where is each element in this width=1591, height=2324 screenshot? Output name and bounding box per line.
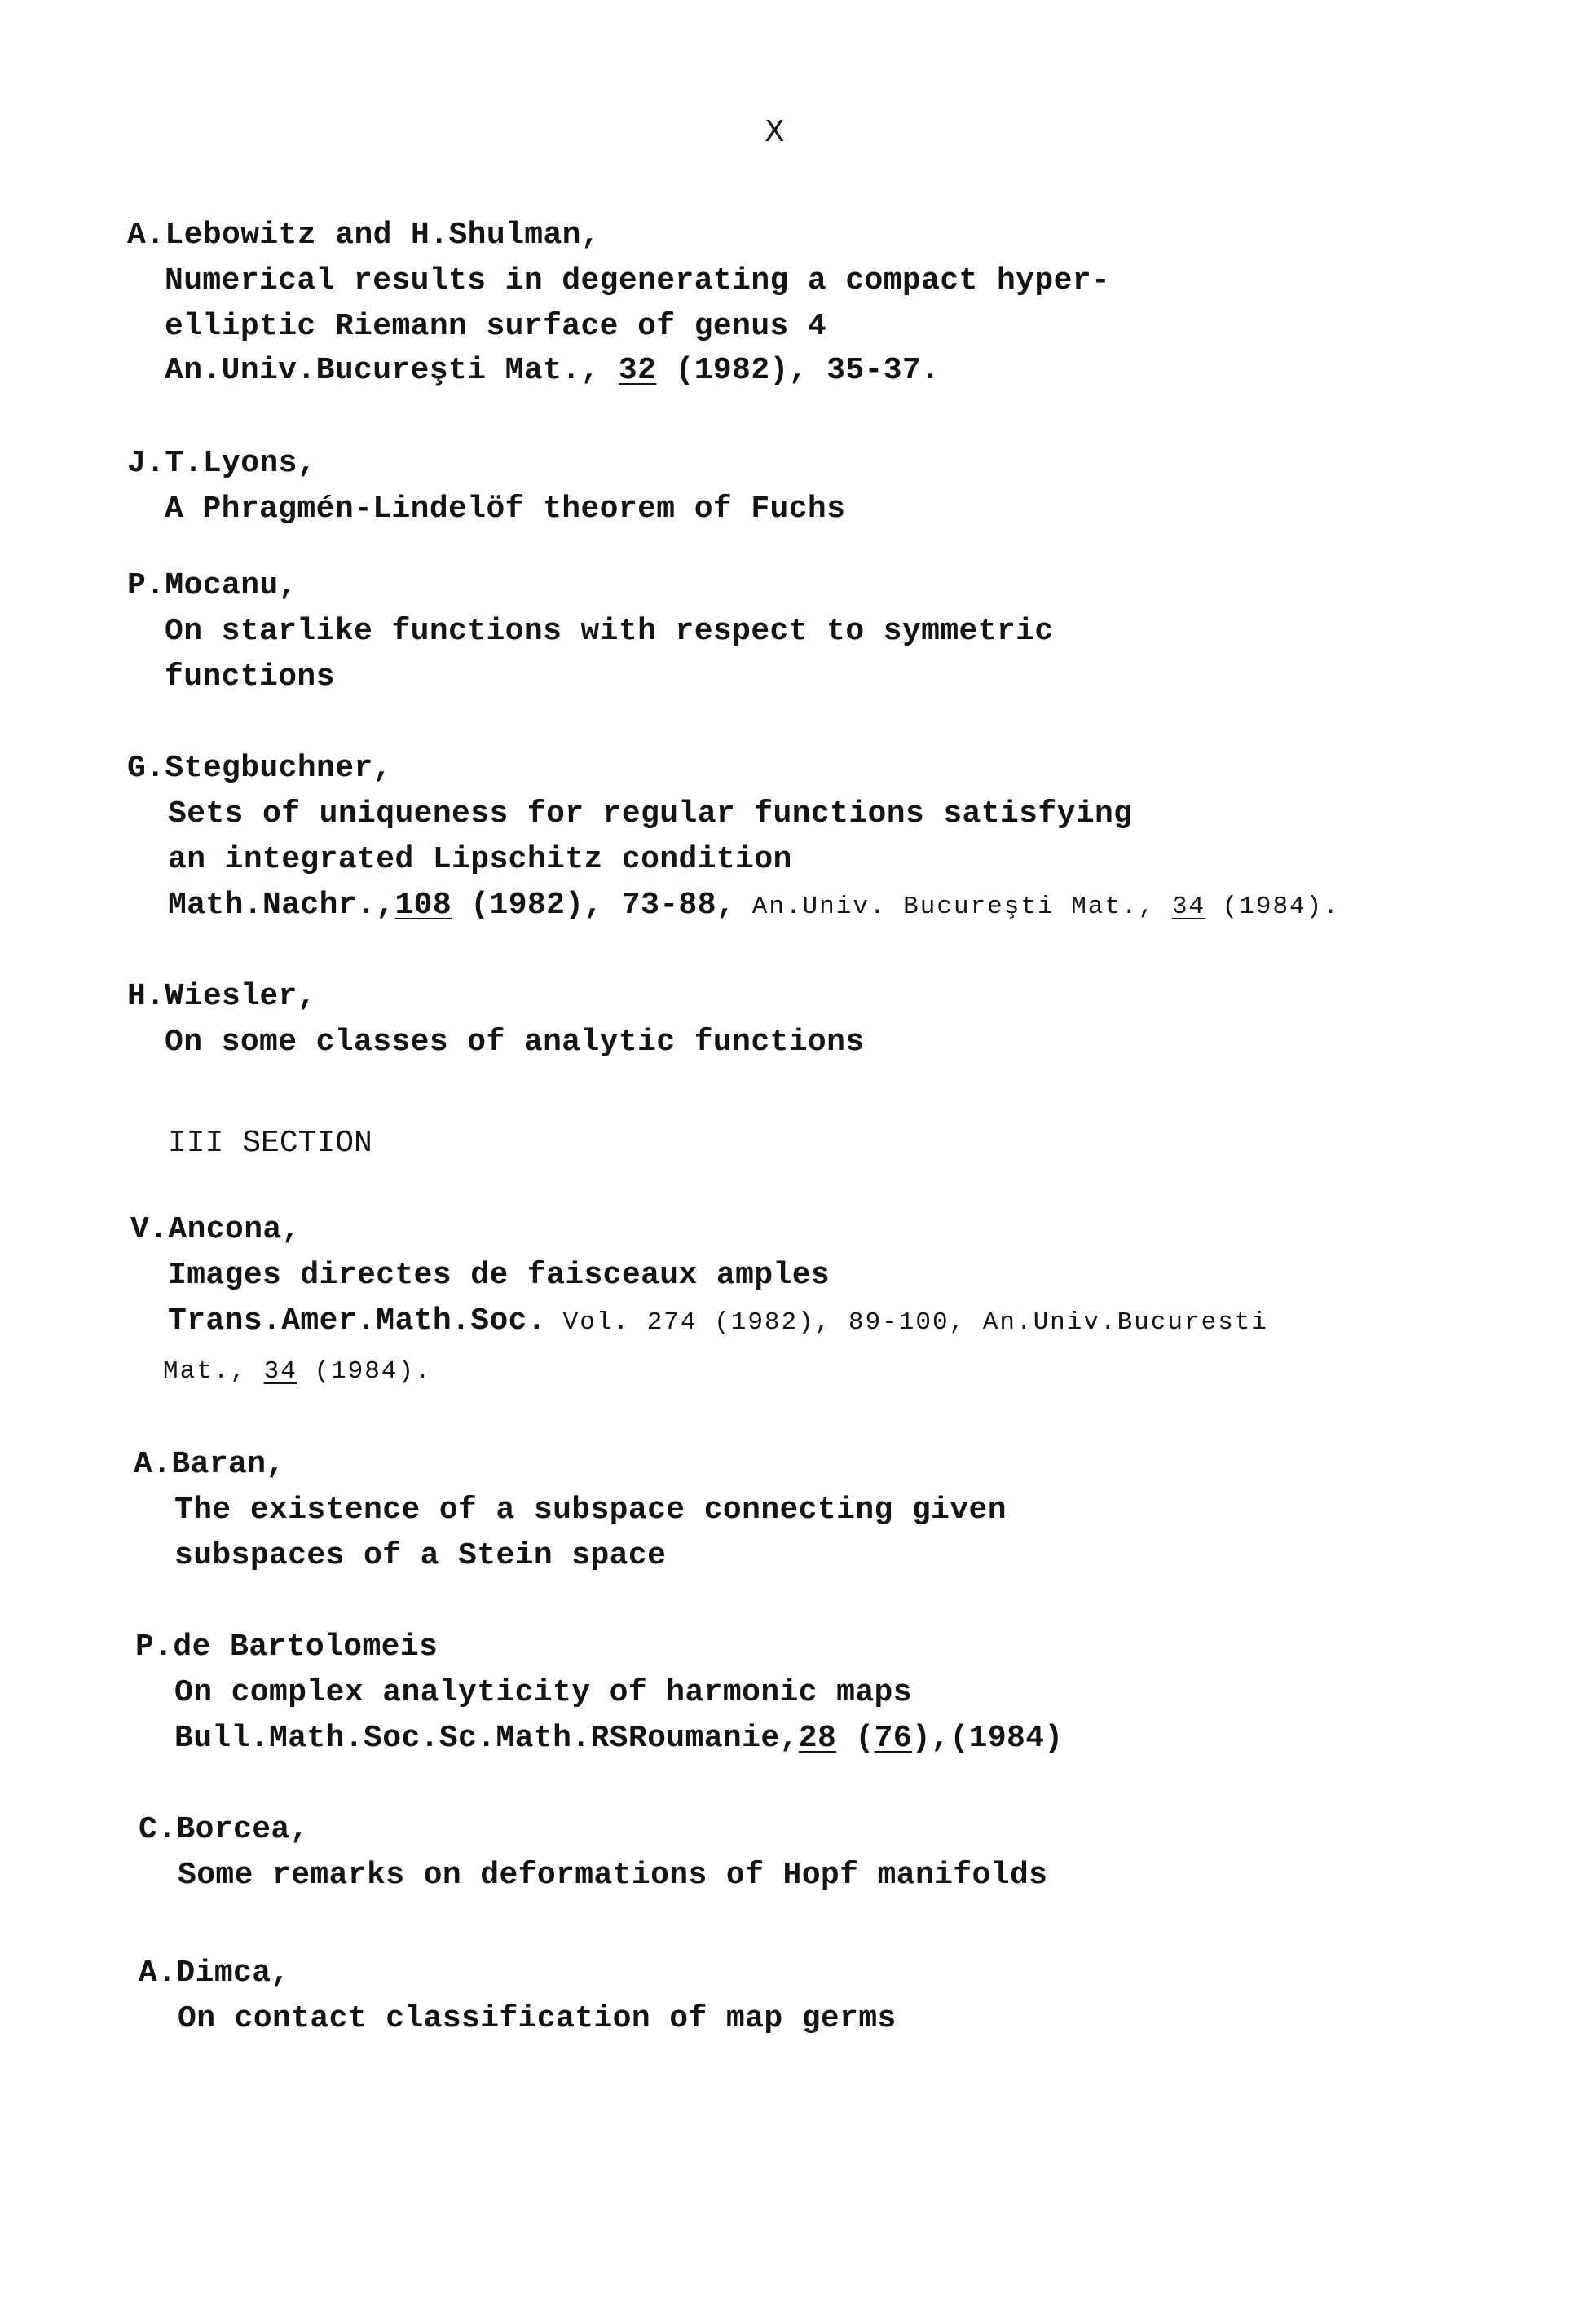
entry-author: P.de Bartolomeis [135, 1629, 439, 1665]
entry-title-line: On complex analyticity of harmonic maps [174, 1675, 912, 1710]
reference-secondary-year: (1984). [1205, 893, 1340, 921]
entry-title-line: On starlike functions with respect to symmetric [165, 614, 1054, 649]
entry-reference [165, 352, 940, 390]
entry-author: V.Ancona, [130, 1212, 301, 1247]
entry-title-line: Sets of uniqueness for regular functions satisfying [168, 796, 1133, 831]
entry-author: H.Wiesler, [127, 979, 317, 1014]
entry-author: A.Lebowitz and H.Shulman, [127, 218, 601, 253]
entry-title-line: Some remarks on deformations of Hopf manifolds [178, 1858, 1048, 1893]
reference-details: Vol. 274 (1982), 89-100, An.Univ.Bucuresti [546, 1308, 1269, 1337]
reference-journal: Math.Nachr., [168, 888, 395, 923]
entry-title-line: On some classes of analytic functions [165, 1025, 865, 1060]
entry-reference-continued [163, 1353, 432, 1391]
reference-secondary-year: (1984). [297, 1357, 432, 1386]
entry-author: A.Baran, [134, 1447, 285, 1482]
entry-title-line: functions [165, 659, 335, 695]
reference-secondary-journal: Mat., [163, 1357, 264, 1386]
reference-year: ),(1984) [912, 1721, 1064, 1756]
reference-volume: 108 [394, 888, 452, 923]
reference-details: (1982), 35-37. [656, 353, 941, 388]
entry-title-line: The existence of a subspace connecting given [174, 1493, 1007, 1528]
reference-details: (1982), 73-88, [452, 888, 736, 923]
reference-journal: Trans.Amer.Math.Soc. [168, 1303, 547, 1338]
reference-secondary-volume: 34 [263, 1357, 297, 1386]
section-heading: III SECTION [168, 1126, 372, 1161]
reference-separator: ( [836, 1721, 875, 1756]
entry-title-line: subspaces of a Stein space [174, 1538, 667, 1573]
reference-secondary-volume: 34 [1171, 893, 1206, 921]
entry-title-line: elliptic Riemann surface of genus 4 [165, 309, 827, 344]
entry-author: A.Dimca, [139, 1956, 290, 1991]
page-number: X [765, 115, 785, 148]
reference-secondary [735, 893, 1340, 921]
entry-title-line: Images directes de faisceaux amples [168, 1258, 831, 1293]
entry-author: J.T.Lyons, [127, 446, 317, 481]
reference-journal: An.Univ.Bucureşti Mat., [165, 353, 619, 388]
entry-author: G.Stegbuchner, [127, 751, 392, 786]
reference-secondary-journal: An.Univ. Bucureşti Mat., [735, 893, 1172, 921]
reference-volume: 28 [798, 1721, 837, 1756]
reference-journal: Bull.Math.Soc.Sc.Math.RSRoumanie, [174, 1721, 799, 1756]
entry-title-line: On contact classification of map germs [178, 2001, 897, 2036]
reference-volume: 32 [618, 353, 657, 388]
entry-reference [168, 1303, 1268, 1342]
entry-title-line: an integrated Lipschitz condition [168, 842, 792, 877]
entry-reference [168, 887, 1340, 926]
entry-author: P.Mocanu, [127, 568, 297, 603]
entry-reference [174, 1720, 1064, 1757]
entry-title-line: Numerical results in degenerating a compact hyper- [165, 263, 1111, 298]
entry-title-line: A Phragmén-Lindelöf theorem of Fuchs [165, 492, 846, 527]
reference-issue: 76 [874, 1721, 912, 1756]
entry-author: C.Borcea, [139, 1812, 309, 1847]
